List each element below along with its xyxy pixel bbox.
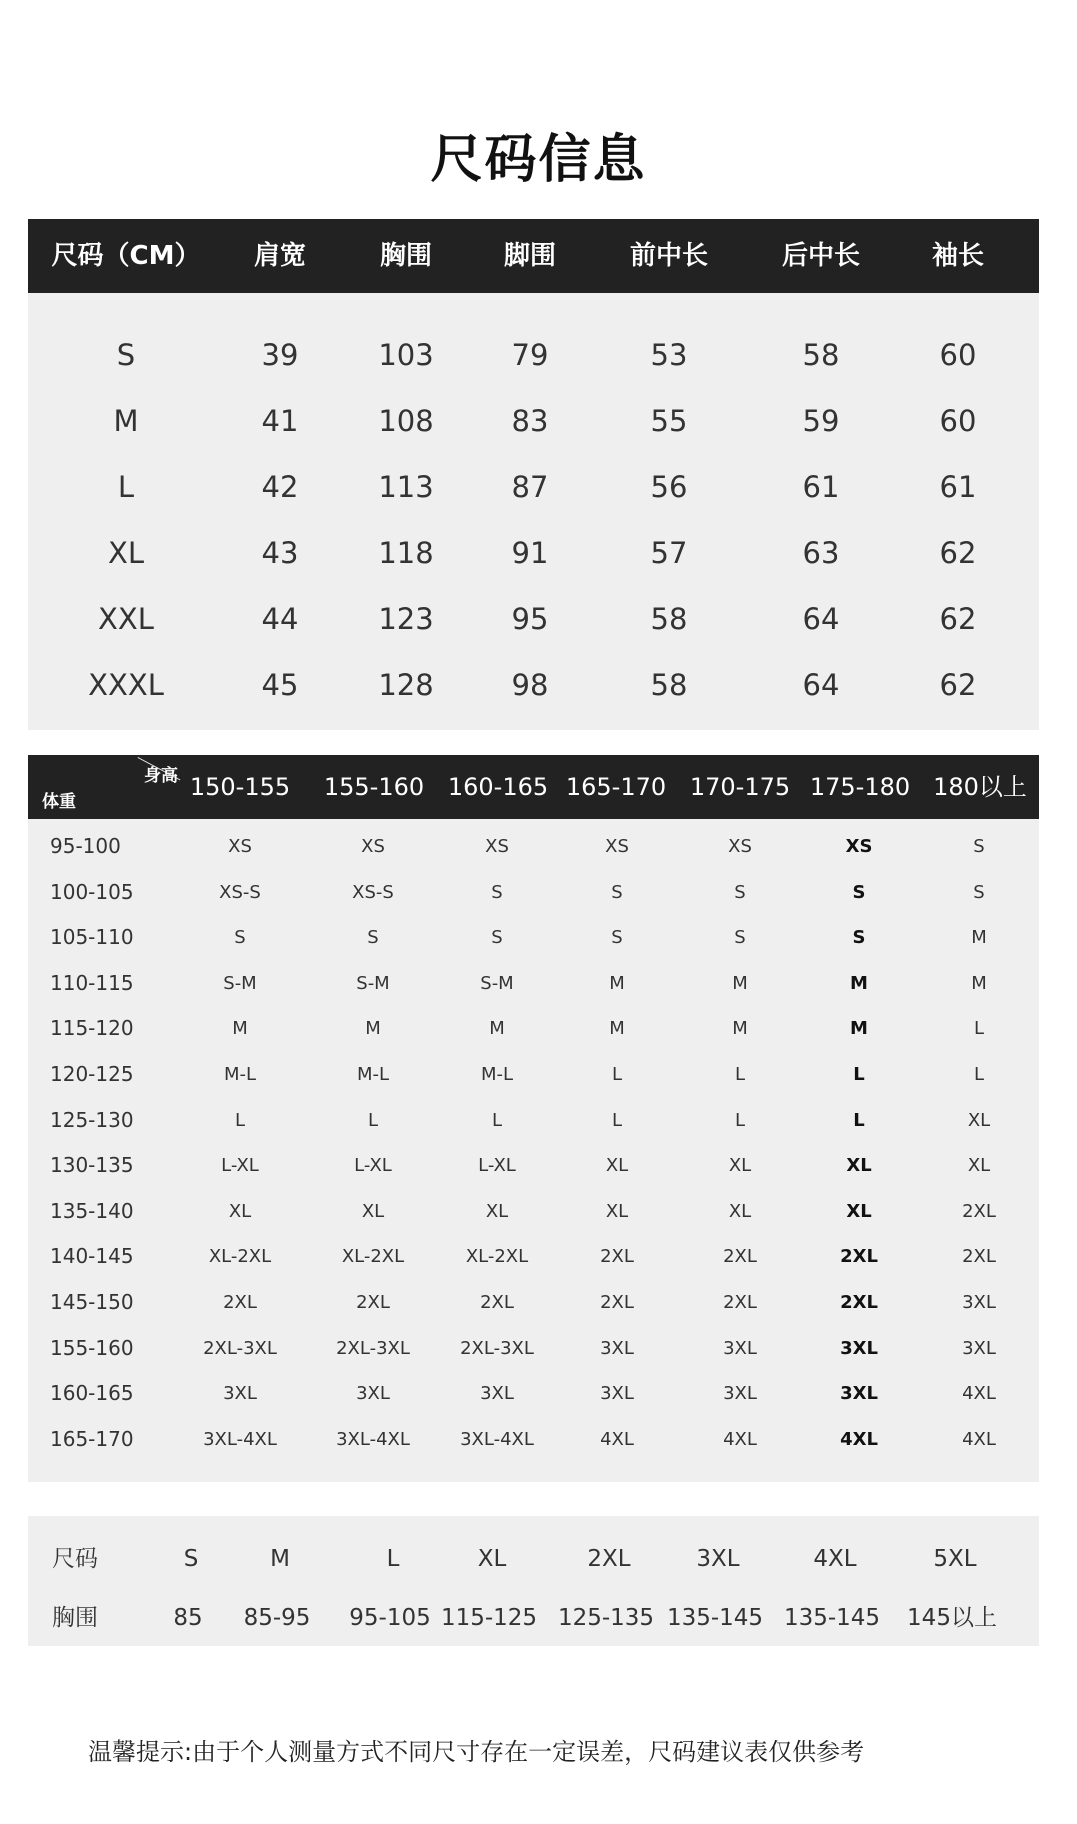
size-table-cell: 61 [939,470,977,504]
fit-table-cell: 2XL [840,1246,878,1268]
fit-table-cell: L-XL [221,1155,259,1177]
chest-table-value: 85-95 [243,1605,311,1631]
fit-table-cell: L [611,1064,623,1085]
fit-table-cell: L-XL [354,1155,392,1177]
fit-table-cell: M-L [356,1064,390,1085]
fit-table-cell: XS-S [219,881,261,903]
size-table-cell: 62 [939,668,977,702]
size-table-cell: M [113,404,139,438]
size-table-cell: 108 [378,404,434,438]
size-table-cell: 64 [802,602,840,636]
fit-table-weight-label: 160-165 [50,1381,134,1406]
size-table-body [28,293,1039,730]
fit-table-height-header: 180以上 [933,773,1027,801]
fit-table-cell: L [734,1109,746,1131]
fit-table-weight-label: 135-140 [50,1198,134,1223]
size-table-cell: 58 [802,338,840,372]
fit-table-cell: 3XL [723,1383,757,1405]
fit-table-cell: 3XL [723,1337,757,1359]
fit-table-cell: 2XL-3XL [203,1337,277,1359]
chest-table-value: 115-125 [440,1605,538,1631]
size-table-column-header: 尺码（CM） [51,241,201,271]
fit-table-cell: XS [605,836,629,857]
chest-table-size: 2XL [587,1546,631,1572]
fit-table-cell: L [973,1064,985,1085]
size-table-cell: 87 [511,470,549,504]
fit-table-cell: 2XL [600,1246,634,1268]
size-table-cell: XXXL [88,668,164,702]
fit-table-cell: 2XL [962,1246,996,1268]
chest-table-size: L [386,1546,400,1572]
fit-table-cell: S [734,881,746,903]
fit-table-cell: XL [228,1200,252,1222]
fit-table-cell: L [611,1109,623,1131]
size-table-column-header: 后中长 [781,241,860,271]
fit-table-height-header: 170-175 [689,773,791,801]
fit-table-weight-label: 155-160 [50,1335,134,1360]
fit-table-cell: XS [228,836,252,857]
fit-table-cell: 2XL [962,1200,996,1222]
fit-table-cell: S [852,927,866,949]
fit-table-cell: 2XL [723,1246,757,1268]
height-corner-label: 身高 [144,766,178,786]
fit-table-cell: S-M [480,972,514,994]
fit-table-cell: S [367,927,379,949]
size-table-cell: L [117,470,135,504]
fit-table-cell: 3XL [962,1292,996,1313]
size-table-cell: 44 [261,602,299,636]
fit-table-cell: XS [845,836,873,857]
size-table-cell: 55 [650,404,688,438]
fit-table-cell: XL [967,1109,991,1131]
fit-table-cell: L [491,1109,503,1131]
size-table-cell: XXL [98,602,154,636]
fit-table-cell: 3XL-4XL [460,1428,534,1450]
size-table-cell: 83 [511,404,549,438]
size-table-cell: 103 [378,338,434,372]
chest-table-value: 125-135 [557,1605,655,1631]
fit-table-cell: XS [728,836,752,857]
fit-table-cell: 3XL [600,1337,634,1359]
fit-table-cell: 3XL [356,1383,390,1405]
chest-table-value: 85 [173,1605,203,1631]
page-title: 尺码信息 [430,130,647,190]
fit-table-cell: XL-2XL [341,1246,405,1268]
fit-table-weight-label: 100-105 [50,879,134,904]
size-table-cell: 39 [261,338,299,372]
fit-table-cell: 2XL-3XL [460,1337,534,1359]
fit-table-cell: XL [485,1200,509,1222]
size-table-header [28,219,1039,293]
fit-table-cell: XS [485,836,509,857]
fit-table-cell: XL [728,1200,752,1222]
chest-table-size: 3XL [696,1546,740,1572]
fit-table-cell: XL [846,1200,872,1222]
fit-table-cell: XS-S [352,881,394,903]
fit-table-cell: 2XL-3XL [336,1337,410,1359]
fit-table-cell: 2XL [223,1292,257,1313]
fit-table-cell: 3XL [840,1337,878,1359]
fit-table-weight-label: 145-150 [50,1290,134,1314]
chest-table-size: XL [477,1546,507,1572]
fit-table-weight-label: 105-110 [50,925,134,950]
size-table-cell: 42 [261,470,299,504]
size-table-cell: XL [107,536,145,570]
fit-table-cell: S [973,881,985,903]
fit-table-cell: S [491,927,503,949]
fit-table-header [28,755,1039,819]
fit-table-cell: 3XL [480,1383,514,1405]
fit-table-cell: 4XL [600,1428,634,1450]
fit-table-cell: 2XL [356,1292,390,1313]
size-table-cell: 59 [802,404,840,438]
chest-table-size: S [183,1546,199,1572]
fit-table-cell: 3XL [223,1383,257,1405]
fit-table-cell: S [734,927,746,949]
size-table-cell: 128 [378,668,434,702]
size-table-cell: 45 [261,668,299,702]
size-table-cell: 56 [650,470,688,504]
fit-table-cell: M [971,972,987,994]
chest-table-value: 145以上 [907,1605,997,1631]
chest-table-size: 4XL [813,1546,857,1572]
size-table-cell: 95 [511,602,549,636]
fit-table-cell: M [850,1018,868,1040]
fit-table-height-header: 160-165 [447,773,549,801]
chest-table-value: 135-145 [783,1605,881,1631]
fit-table-cell: S [852,881,866,903]
fit-table-cell: M-L [480,1064,514,1085]
fit-table-cell: 2XL [840,1292,878,1313]
fit-table-cell: XL [605,1155,629,1177]
size-table-cell: 62 [939,602,977,636]
chest-table-size: M [270,1546,290,1572]
fit-table-cell: L [234,1109,246,1131]
fit-table-height-header: 175-180 [809,773,911,801]
size-table-cell: 58 [650,668,688,702]
fit-table-weight-label: 165-170 [50,1426,134,1451]
fit-table-height-header: 150-155 [189,773,291,801]
fit-table-cell: M [365,1018,381,1040]
size-table-cell: 41 [261,404,299,438]
fit-table-cell: S [973,836,985,857]
fit-table-height-header: 155-160 [323,773,425,801]
fit-table-cell: S [611,881,623,903]
fit-table-cell: M [609,1018,625,1040]
size-table-column-header: 前中长 [629,241,708,271]
fit-table-cell: S-M [223,972,257,994]
fit-table-weight-label: 140-145 [50,1244,134,1269]
fit-table-cell: XL [361,1200,385,1222]
fit-table-weight-label: 130-135 [50,1153,134,1178]
size-table-cell: 63 [802,536,840,570]
fit-table-cell: L-XL [478,1155,516,1177]
fit-table-cell: L [853,1064,865,1085]
size-table-cell: 60 [939,338,977,372]
size-note: 温馨提示:由于个人测量方式不同尺寸存在一定误差，尺码建议表仅供参考 [88,1738,865,1766]
fit-table-cell: 4XL [962,1428,996,1450]
fit-table-cell: 2XL [480,1292,514,1313]
fit-table-weight-label: 95-100 [50,834,121,858]
fit-table-cell: XL-2XL [208,1246,272,1268]
size-table-cell: 61 [802,470,840,504]
fit-table-cell: S [491,881,503,903]
fit-table-cell: 4XL [962,1383,996,1405]
fit-table-body [28,819,1039,1482]
size-table-cell: 57 [650,536,688,570]
fit-table-cell: 3XL [840,1383,878,1405]
size-table-cell: 118 [378,536,434,570]
fit-table-cell: L [853,1109,865,1131]
fit-table-cell: 4XL [840,1428,878,1450]
fit-table-cell: 2XL [723,1292,757,1313]
fit-table-cell: 3XL-4XL [203,1428,277,1450]
fit-table-cell: XS [361,836,385,857]
fit-table-cell: XL [728,1155,752,1177]
fit-table-cell: 2XL [600,1292,634,1313]
size-table-cell: 98 [511,668,549,702]
fit-table-cell: 3XL [600,1383,634,1405]
chest-row-label: 胸围 [52,1605,98,1631]
fit-table-height-header: 165-170 [565,773,667,801]
fit-table-cell: M [489,1018,505,1040]
fit-table-cell: 4XL [723,1428,757,1450]
size-table-column-header: 肩宽 [253,241,306,271]
fit-table-cell: 3XL-4XL [336,1428,410,1450]
size-table-cell: 123 [378,602,434,636]
chest-table-size: 5XL [933,1546,977,1572]
fit-table-cell: S-M [356,972,390,994]
fit-table-cell: 3XL [962,1337,996,1359]
size-table-cell: 60 [939,404,977,438]
fit-table-cell: M [732,972,748,994]
chest-size-table [28,1516,1039,1646]
fit-table-cell: M [850,972,868,994]
fit-table-cell: L [734,1064,746,1085]
size-table-cell: 53 [650,338,688,372]
size-table-cell: 58 [650,602,688,636]
weight-corner-label: 体重 [42,792,76,812]
size-table-cell: 43 [261,536,299,570]
fit-table-cell: M [232,1018,248,1040]
fit-table-cell: XL [967,1155,991,1177]
fit-table-cell: XL-2XL [465,1246,529,1268]
fit-table-cell: XL [846,1155,872,1177]
size-table-cell: 64 [802,668,840,702]
fit-table-cell: S [611,927,623,949]
size-table-cell: 113 [378,470,434,504]
fit-table-cell: L [367,1109,379,1131]
chest-table-value: 135-145 [666,1605,764,1631]
size-table-column-header: 脚围 [503,241,556,271]
fit-table-weight-label: 120-125 [50,1062,134,1086]
size-table-cell: S [116,338,136,372]
chest-table-value: 95-105 [349,1605,431,1631]
fit-table-cell: S [234,927,246,949]
fit-table-weight-label: 125-130 [50,1107,134,1132]
fit-table-weight-label: 115-120 [50,1016,134,1041]
size-table-cell: 62 [939,536,977,570]
fit-table-cell: M [732,1018,748,1040]
size-row-label: 尺码 [52,1546,98,1572]
fit-table-cell: M [971,927,987,949]
fit-table-cell: XL [605,1200,629,1222]
fit-table-cell: L [973,1018,985,1040]
fit-table-cell: M-L [223,1064,257,1085]
size-table-column-header: 胸围 [379,241,432,271]
size-table-cell: 79 [511,338,549,372]
fit-table-weight-label: 110-115 [50,970,134,995]
fit-table-cell: M [609,972,625,994]
size-table-column-header: 袖长 [931,241,984,271]
size-table-cell: 91 [511,536,549,570]
